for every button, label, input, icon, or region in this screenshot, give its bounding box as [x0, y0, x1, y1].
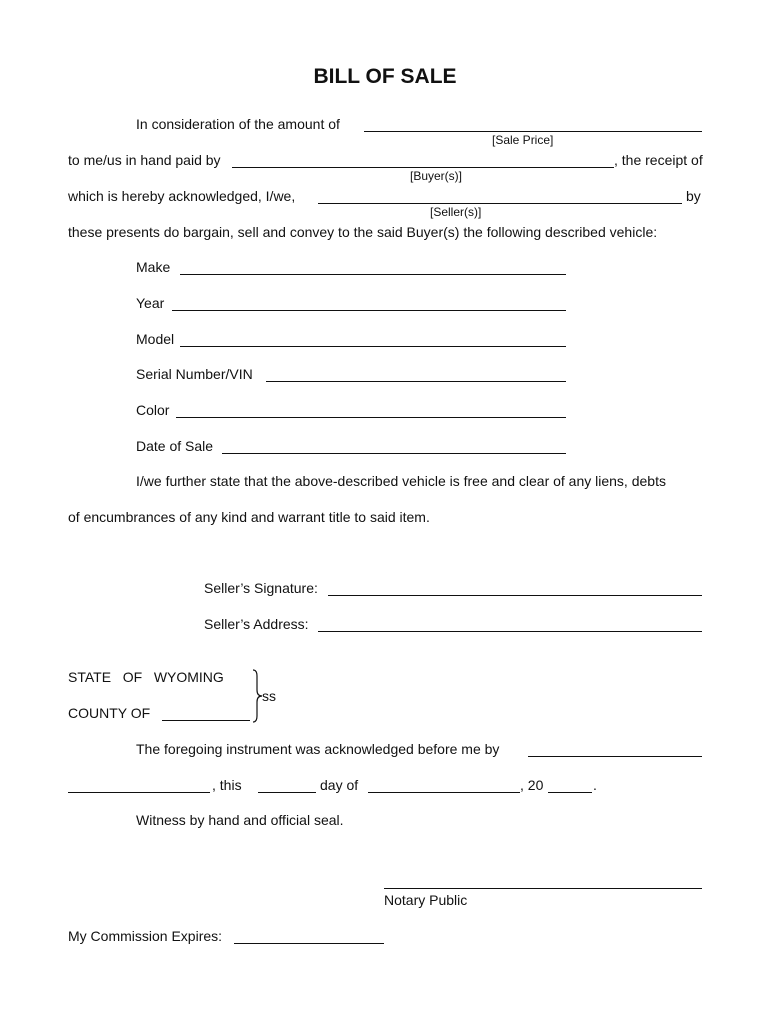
day-of-label: day of	[320, 777, 359, 793]
date-of-sale-label: Date of Sale	[136, 438, 214, 454]
sale-price-caption: [Sale Price]	[492, 133, 554, 147]
presents-text: these presents do bargain, sell and convey to the said Buyer(s) the following described vehicle:	[68, 224, 658, 240]
seller-signature-label: Seller’s Signature:	[204, 580, 318, 596]
witness-text: Witness by hand and official seal.	[136, 812, 344, 828]
acknowledged-suffix: by	[686, 188, 701, 204]
document-title: BILL OF SALE	[313, 65, 457, 88]
year-field[interactable]	[172, 310, 566, 311]
commission-expires-field[interactable]	[234, 943, 384, 944]
buyer-caption: [Buyer(s)]	[410, 169, 463, 183]
consideration-label: In consideration of the amount of	[136, 116, 340, 132]
seller-address-label: Seller’s Address:	[204, 616, 309, 632]
acknowledged-by-field[interactable]	[528, 756, 702, 757]
day-field[interactable]	[258, 792, 316, 793]
paid-by-label: to me/us in hand paid by	[68, 152, 221, 168]
color-field[interactable]	[176, 417, 566, 418]
year-label: Year	[136, 295, 165, 311]
buyer-field[interactable]	[232, 167, 614, 168]
color-label: Color	[136, 402, 170, 418]
model-label: Model	[136, 331, 175, 347]
commission-label: My Commission Expires:	[68, 928, 223, 944]
serial-label: Serial Number/VIN	[136, 366, 253, 382]
notary-public-label: Notary Public	[384, 892, 468, 908]
seller-signature-field[interactable]	[328, 595, 702, 596]
statement-line-2: of encumbrances of any kind and warrant title to said item.	[68, 509, 430, 525]
make-label: Make	[136, 259, 171, 275]
month-field[interactable]	[368, 792, 520, 793]
notary-acknowledged-text: The foregoing instrument was acknowledged before me by	[136, 741, 500, 757]
notary-signature-field[interactable]	[384, 888, 702, 889]
seller-field[interactable]	[318, 203, 682, 204]
paid-by-suffix: , the receipt of	[614, 152, 703, 168]
state-label: STATE OF WYOMING	[68, 669, 224, 685]
ss-label: ss	[262, 688, 276, 704]
sale-price-field[interactable]	[364, 131, 702, 132]
this-label: , this	[212, 777, 242, 793]
make-field[interactable]	[180, 274, 566, 275]
seller-caption: [Seller(s)]	[430, 205, 482, 219]
county-label: COUNTY OF	[68, 705, 151, 721]
year-suffix-field[interactable]	[548, 792, 592, 793]
year-period: .	[593, 777, 597, 793]
acknowledged-label: which is hereby acknowledged, I/we,	[68, 188, 296, 204]
acknowledged-name-field[interactable]	[68, 792, 210, 793]
date-of-sale-field[interactable]	[222, 453, 566, 454]
serial-field[interactable]	[266, 381, 566, 382]
seller-address-field[interactable]	[318, 631, 702, 632]
year-prefix-label: , 20	[520, 777, 544, 793]
statement-line-1: I/we further state that the above-described vehicle is free and clear of any liens, debts	[136, 473, 666, 489]
model-field[interactable]	[180, 346, 566, 347]
county-field[interactable]	[162, 720, 250, 721]
